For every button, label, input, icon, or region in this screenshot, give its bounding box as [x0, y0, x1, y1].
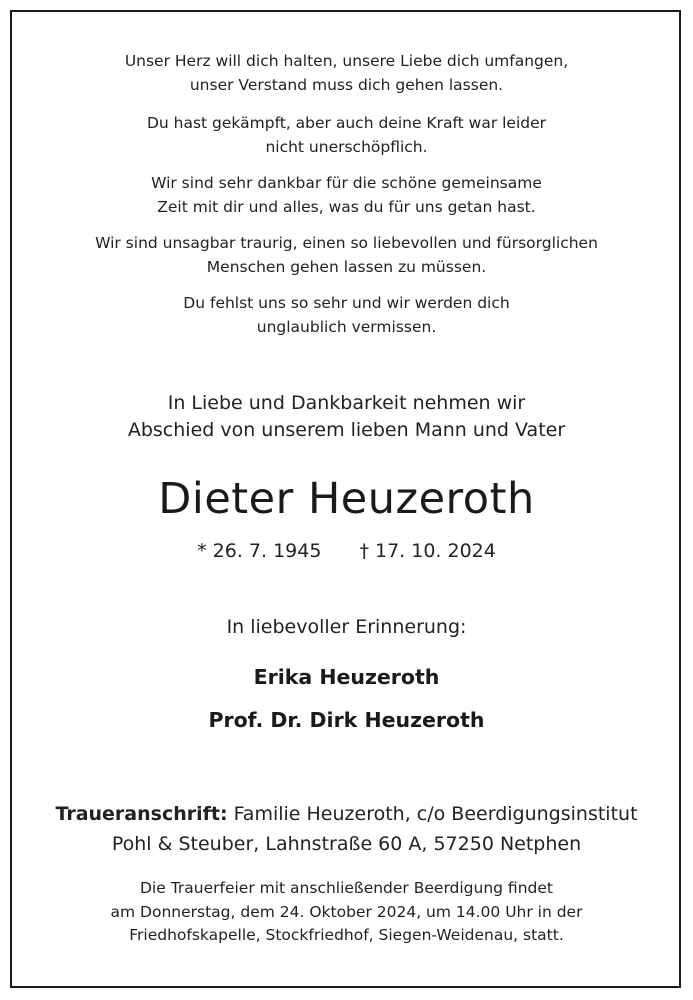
- funeral-notice: [12, 877, 681, 948]
- poem-line: Zeit mit dir und alles, was du für uns getan hast.: [157, 198, 536, 216]
- notice-line-2: am Donnerstag, dem 24. Oktober 2024, um 14.00 Uhr in der: [110, 902, 583, 921]
- address-label: Traueranschrift:: [55, 803, 228, 825]
- mourner-name: Erika Heuzeroth: [253, 665, 440, 689]
- memory-heading: In liebevoller Erinnerung:: [226, 616, 467, 638]
- death-date: † 17. 10. 2024: [359, 540, 496, 562]
- poem-line: Du hast gekämpft, aber auch deine Kraft war leider: [146, 114, 547, 132]
- mourner-name: Prof. Dr. Dirk Heuzeroth: [208, 708, 485, 732]
- memory-heading-block: [12, 614, 681, 640]
- address-line-1-text: Familie Heuzeroth, c/o Beerdigungsinstitut: [227, 803, 638, 825]
- intro-line-2: Abschied von unserem lieben Mann und Vater: [127, 419, 566, 441]
- intro-text: [12, 390, 681, 444]
- poem-stanza-1: [12, 49, 681, 97]
- mourning-address: [12, 799, 681, 859]
- poem-stanza-2: [12, 111, 681, 159]
- mourner-block-1: [12, 663, 681, 691]
- poem-stanza-5: [12, 291, 681, 339]
- life-dates: [12, 538, 681, 564]
- deceased-name-block: [12, 473, 681, 525]
- poem-line: Unser Herz will dich halten, unsere Liebe dich umfangen,: [124, 52, 569, 70]
- poem-line: Wir sind sehr dankbar für die schöne gemeinsame: [151, 174, 542, 192]
- poem-line: Menschen gehen lassen zu müssen.: [206, 258, 487, 276]
- poem-line: unglaublich vermissen.: [256, 318, 437, 336]
- birth-date: * 26. 7. 1945: [197, 540, 322, 562]
- address-line-1: [12, 799, 681, 829]
- intro-line-1: In Liebe und Dankbarkeit nehmen wir: [167, 392, 526, 414]
- notice-line-3: Friedhofskapelle, Stockfriedhof, Siegen-Weidenau, statt.: [129, 926, 564, 944]
- poem-stanza-4: [12, 231, 681, 279]
- deceased-name: Dieter Heuzeroth: [158, 474, 535, 524]
- notice-line-1: Die Trauerfeier mit anschließender Beerdigung findet: [140, 879, 553, 897]
- mourner-block-2: [12, 706, 681, 734]
- poem-line: nicht unerschöpflich.: [265, 138, 428, 156]
- poem-line: unser Verstand muss dich gehen lassen.: [189, 76, 504, 94]
- poem-stanza-3: [12, 171, 681, 219]
- poem-line: Wir sind unsagbar traurig, einen so liebevollen und fürsorglichen: [95, 234, 598, 252]
- poem-line: Du fehlst uns so sehr und wir werden dich: [183, 294, 510, 312]
- address-line-2: Pohl & Steuber, Lahnstraße 60 A, 57250 Netphen: [111, 833, 582, 855]
